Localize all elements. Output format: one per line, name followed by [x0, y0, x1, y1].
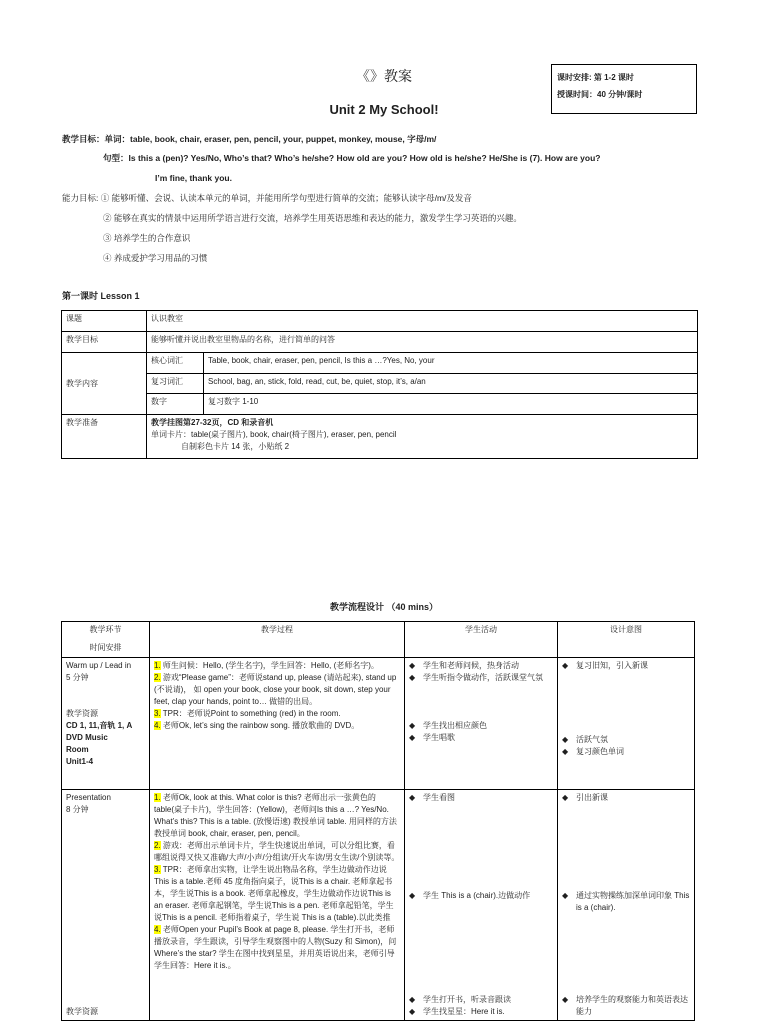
col-header-stage-line1: 教学环节: [89, 625, 122, 634]
presentation-step-2: [154, 840, 400, 864]
presentation-time: 8 分钟: [66, 805, 89, 814]
core-vocab-value: Table, book, chair, eraser, pen, pencil, Is this a …?Yes, No, your: [204, 353, 698, 374]
ability-objective-4: ④ 养成爱护学习用品的习惯: [103, 253, 208, 263]
warmup-intent-2: ◆ 活跃气氛: [562, 734, 690, 746]
step-text: TPR：老师拿出实物，让学生说出物品名称，学生边做动作边说This is a table.老师 45 度角指向桌子，说This is a chair. 老师拿起书本，学生说This is a book. 老师拿起橡皮，学生边做动作边说This is an eraser. 老师拿起钢笔，学生说This is a pen. 老师拿起铅笔，学生说This is a pencil. 老师指着桌子，学生说 This is a (table).以此类推: [154, 865, 394, 922]
core-vocab-label: 核心词汇: [147, 353, 204, 374]
col-header-process: 教学过程: [150, 622, 405, 658]
prep-line-1: 教学挂图第27-32页，CD 和录音机: [151, 418, 274, 427]
presentation-student-2: ◆ 学生 This is a (chair).边做动作: [409, 890, 553, 902]
ability-objective-3: ③ 培养学生的合作意识: [103, 233, 191, 243]
warmup-time: 5 分钟: [66, 673, 89, 682]
col-header-stage: [62, 622, 150, 658]
numbers-value: 复习数字 1-10: [204, 394, 698, 415]
presentation-stage-label: Presentation: [66, 793, 111, 802]
prep-line-2: 单词卡片：table(桌子图片), book, chair(椅子图片), eraser, pen, pencil: [151, 430, 397, 439]
numbers-label: 数字: [147, 394, 204, 415]
presentation-resource-label: 教学资源: [66, 1007, 98, 1016]
goal-label: 教学目标: [62, 332, 147, 353]
presentation-intent-2: ◆ 通过实物操练加深单词印象 This is a (chair).: [562, 890, 690, 914]
ability-objective: 能力目标: ① 能够听懂、会说、认读本单元的单词，并能用所学句型进行简单的交流；能够认读字母/m/及发音: [62, 193, 472, 203]
lesson-info-table: [61, 310, 698, 459]
col-header-stage-line2: 时间安排: [89, 643, 122, 652]
warmup-intent-3: ◆ 复习颜色单词: [562, 746, 690, 758]
presentation-step-3: [154, 864, 400, 924]
review-vocab-label: 复习词汇: [147, 374, 204, 394]
warmup-student-1: ◆ 学生和老师问候，热身活动: [409, 660, 553, 672]
warmup-student-3: ◆ 学生找出相应颜色: [409, 720, 553, 732]
step-text: TPR：老师说Point to something (red) in the room.: [160, 709, 341, 718]
presentation-process-cell: [150, 790, 405, 1021]
presentation-student-cell: [405, 790, 558, 1021]
step-text: 游戏：老师出示单词卡片，学生快速说出单词，可以分组比赛，看哪组说得又快又准确/大声/小声/分组读/开火车读/男女生读/个别读等。: [154, 841, 400, 862]
warmup-stage-label: Warm up / Lead in: [66, 661, 132, 670]
sentence-objective: 句型：Is this a (pen)? Yes/No, Who’s that? Who’s he/she? How old are you? How old is he/she? He/She is (7). How are you?: [103, 153, 601, 163]
presentation-step-4: [154, 924, 400, 972]
document-title: 《》教案: [356, 68, 412, 84]
step-text: 老师Ok, let’s sing the rainbow song. 播放歌曲的 DVD。: [160, 721, 360, 730]
warmup-student-cell: [405, 658, 558, 790]
presentation-student-3: ◆ 学生打开书，听录音跟读: [409, 994, 553, 1006]
unit-title: Unit 2 My School!: [329, 102, 439, 117]
col-header-student: 学生活动: [405, 622, 558, 658]
content-label: 教学内容: [62, 353, 147, 415]
flow-caption: 教学流程设计 （40 mins）: [329, 602, 439, 612]
step-number: 1.: [154, 661, 161, 670]
warmup-resource-3: Room: [66, 745, 89, 754]
step-text: 老师Open your Pupil’s Book at page 8, please. 学生打开书，老师播放录音，学生跟读，引导学生观察图中的人物(Suzy 和 Simon)，问Where’s the star? 学生在图中找到星星，并用英语说出来，老师引导学生回答：Here it is.。: [154, 925, 397, 970]
prep-label: 教学准备: [62, 415, 147, 459]
warmup-resource-1: CD 1, 11,音轨 1, A: [66, 721, 133, 730]
schedule-info-box: [551, 64, 697, 114]
step-text: 师生问候：Hello, (学生名字)，学生回答：Hello, (老师名字)。: [160, 661, 379, 670]
presentation-student-4: ◆ 学生找星星：Here it is.: [409, 1006, 553, 1018]
vocab-objective: 教学目标：单词：table, book, chair, eraser, pen, pencil, your, puppet, monkey, mouse, 字母/m/: [62, 134, 437, 144]
prep-value: [147, 415, 698, 459]
warmup-student-4: ◆ 学生唱歌: [409, 732, 553, 744]
goal-value: 能够听懂并说出教室里物品的名称，进行简单的问答: [147, 332, 698, 353]
presentation-intent-3: ◆ 培养学生的观察能力和英语表达能力: [562, 994, 690, 1018]
warmup-process-cell: [150, 658, 405, 790]
warmup-stage-cell: [62, 658, 150, 790]
warmup-resource-2: DVD Music: [66, 733, 108, 742]
col-header-intent: 设计意图: [558, 622, 695, 658]
duration-info: 授课时间：40 分钟/课时: [557, 90, 643, 99]
warmup-intent-cell: [558, 658, 695, 790]
step-number: 2.: [154, 841, 161, 850]
topic-label: 课题: [62, 311, 147, 332]
step-number: 3.: [154, 865, 161, 874]
period-info: 课时安排: 第 1-2 课时: [557, 73, 634, 82]
step-number: 1.: [154, 793, 161, 802]
warmup-step-1: [154, 660, 400, 672]
presentation-intent-1: ◆ 引出新课: [562, 792, 690, 804]
warmup-resource-label: 教学资源: [66, 709, 98, 718]
teaching-flow-table: [61, 621, 695, 1021]
step-text: 游戏“Please game”：老师说stand up, please (请站起来), stand up (不说请)， 如 open your book, close your book, sit down, step your feet, clap your hands, point to… 做错的出局。: [154, 673, 397, 706]
lesson-label: 第一课时 Lesson 1: [62, 291, 140, 301]
step-number: 2.: [154, 673, 161, 682]
presentation-intent-cell: [558, 790, 695, 1021]
presentation-student-1: ◆ 学生看图: [409, 792, 553, 804]
warmup-step-4: [154, 720, 400, 732]
warmup-student-2: ◆ 学生听指令做动作，活跃课堂气氛: [409, 672, 553, 684]
review-vocab-value: School, bag, an, stick, fold, read, cut, be, quiet, stop, it’s, a/an: [204, 374, 698, 394]
presentation-step-1: [154, 792, 400, 840]
ability-objective-2: ② 能够在真实的情景中运用所学语言进行交流，培养学生用英语思维和表达的能力，激发学生学习英语的兴趣。: [103, 213, 522, 223]
step-number: 4.: [154, 925, 161, 934]
warmup-resource-4: Unit1-4: [66, 757, 94, 766]
warmup-intent-1: ◆ 复习旧知，引入新课: [562, 660, 690, 672]
step-text: 老师Ok, look at this. What color is this? 老师出示一张黄色的 table(桌子卡片)，学生回答：(Yellow)，老师问Is this a …? Yes/No. What’s this? This is a table. (放慢语速) 教授单词 table. 用同样的方法 教授单词 book, chair, eraser, pen, pencil。: [154, 793, 397, 838]
warmup-step-2: [154, 672, 400, 708]
presentation-stage-cell: [62, 790, 150, 1021]
step-number: 4.: [154, 721, 161, 730]
prep-line-3: 自制彩色卡片 14 张，小贴纸 2: [181, 442, 290, 451]
warmup-step-3: [154, 708, 400, 720]
sentence-objective-cont: I’m fine, thank you.: [155, 173, 232, 183]
topic-value: 认识教室: [147, 311, 698, 332]
step-number: 3.: [154, 709, 161, 718]
